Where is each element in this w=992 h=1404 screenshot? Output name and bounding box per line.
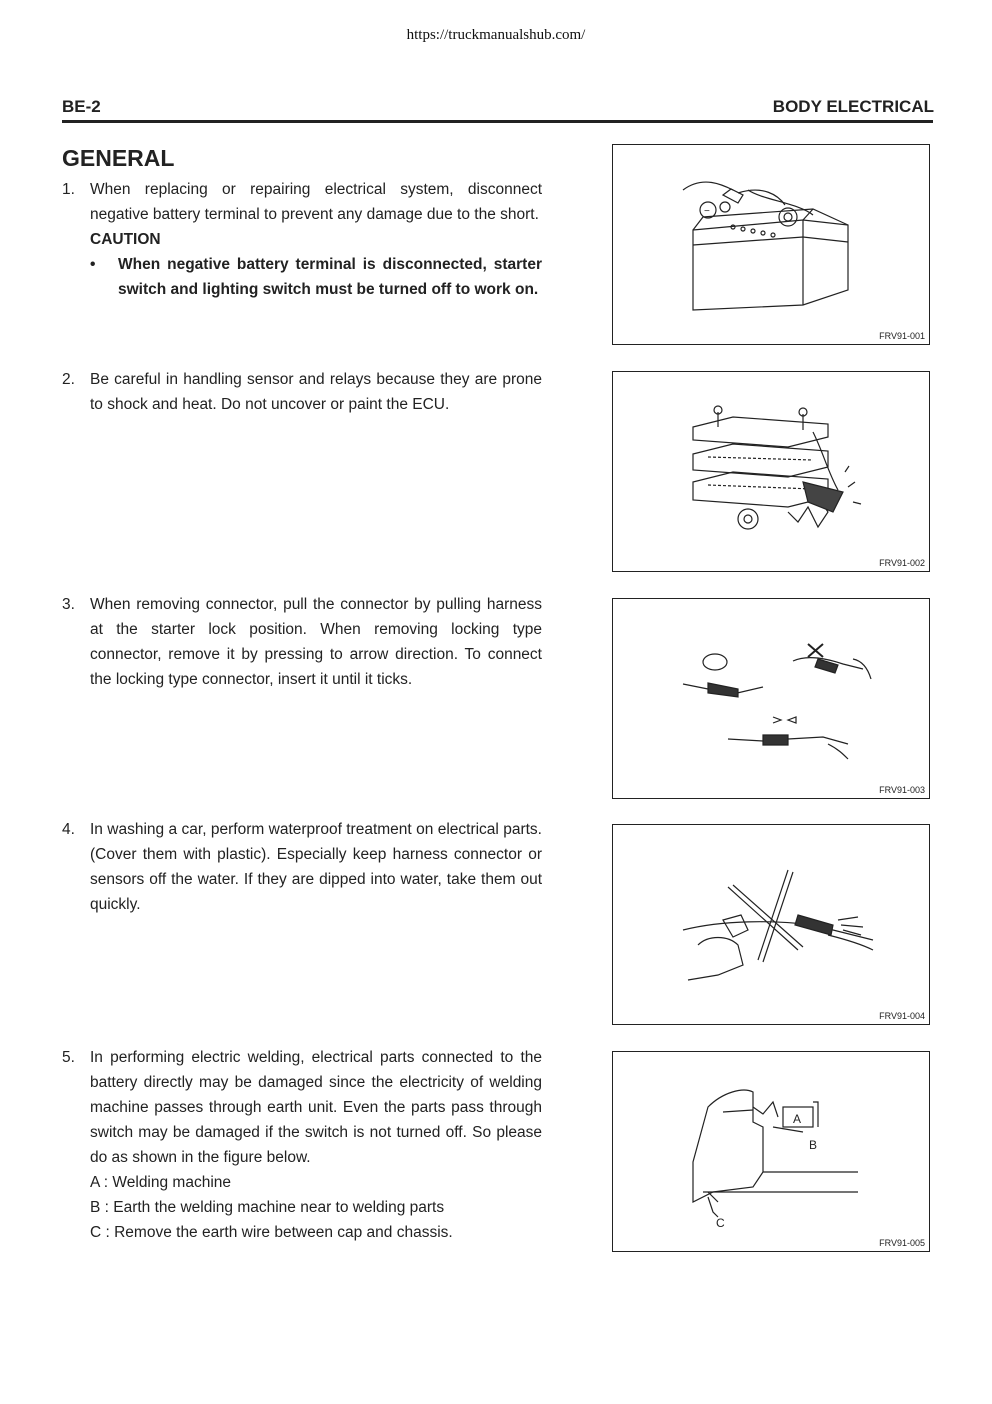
label-a: A (793, 1112, 802, 1126)
list-item-5 (62, 1045, 542, 1245)
item-number: 4. (62, 821, 75, 838)
battery-illustration (613, 145, 931, 346)
ecu-illustration (613, 372, 931, 573)
header-rule (62, 120, 933, 123)
figure-washing (612, 824, 930, 1025)
sub-item-c: C : Remove the earth wire between cap and chassis. (90, 1224, 453, 1241)
item-number: 2. (62, 371, 75, 388)
figure-caption: FRV91-004 (879, 1011, 925, 1021)
figure-connectors (612, 598, 930, 799)
connectors-illustration (613, 599, 931, 800)
item-text: In washing a car, perform waterproof treatment on electrical parts. (Cover them with plastic). Especially keep harness connector or sensors off the water. If they are dipped into water, take them out quickly. (90, 821, 542, 913)
sub-item-a: A : Welding machine (90, 1174, 232, 1191)
caution-label: CAUTION (90, 231, 161, 248)
caution-text: When negative battery terminal is disconnected, starter switch and lighting switch must be turned off to work on. (118, 256, 542, 298)
item-number: 5. (62, 1049, 75, 1066)
list-item-1 (62, 177, 542, 302)
item-text: In performing electric welding, electrical parts connected to the battery directly may be damaged since the electricity of welding machine passes through earth unit. Even the parts pass through switch may be damaged if the switch is not turned off. So please do as shown in the figure below. (90, 1049, 542, 1166)
figure-welding (612, 1051, 930, 1252)
figure-caption: FRV91-005 (879, 1238, 925, 1248)
svg-text:−: − (704, 206, 710, 217)
item-number: 1. (62, 181, 75, 198)
page-title: GENERAL (62, 145, 175, 171)
figure-caption: FRV91-003 (879, 785, 925, 795)
list-item-4 (62, 817, 542, 917)
page-code: BE-2 (62, 97, 101, 116)
item-text: Be careful in handling sensor and relays because they are prone to shock and heat. Do not uncover or paint the ECU. (90, 371, 542, 413)
figure-battery (612, 144, 930, 345)
source-url: https://truckmanualshub.com/ (406, 27, 586, 43)
figure-ecu (612, 371, 930, 572)
list-item-3 (62, 592, 542, 692)
bullet-icon: • (90, 256, 96, 273)
item-text: When replacing or repairing electrical system, disconnect negative battery terminal to prevent any damage due to the short. (90, 181, 542, 223)
item-number: 3. (62, 596, 75, 613)
welding-illustration (613, 1052, 931, 1253)
label-b: B (809, 1138, 818, 1152)
section-title: BODY ELECTRICAL (772, 97, 934, 116)
caution-bullet (90, 252, 542, 302)
figure-caption: FRV91-002 (879, 558, 925, 568)
washing-illustration (613, 825, 931, 1026)
item-text: When removing connector, pull the connector by pulling harness at the starter lock position. When removing locking type connector, remove it by pressing to arrow direction. To connect the locking type connector, insert it until it ticks. (90, 596, 542, 688)
label-c: C (716, 1216, 725, 1230)
sub-item-b: B : Earth the welding machine near to welding parts (90, 1199, 445, 1216)
figure-caption: FRV91-001 (879, 331, 925, 341)
list-item-2 (62, 367, 542, 417)
